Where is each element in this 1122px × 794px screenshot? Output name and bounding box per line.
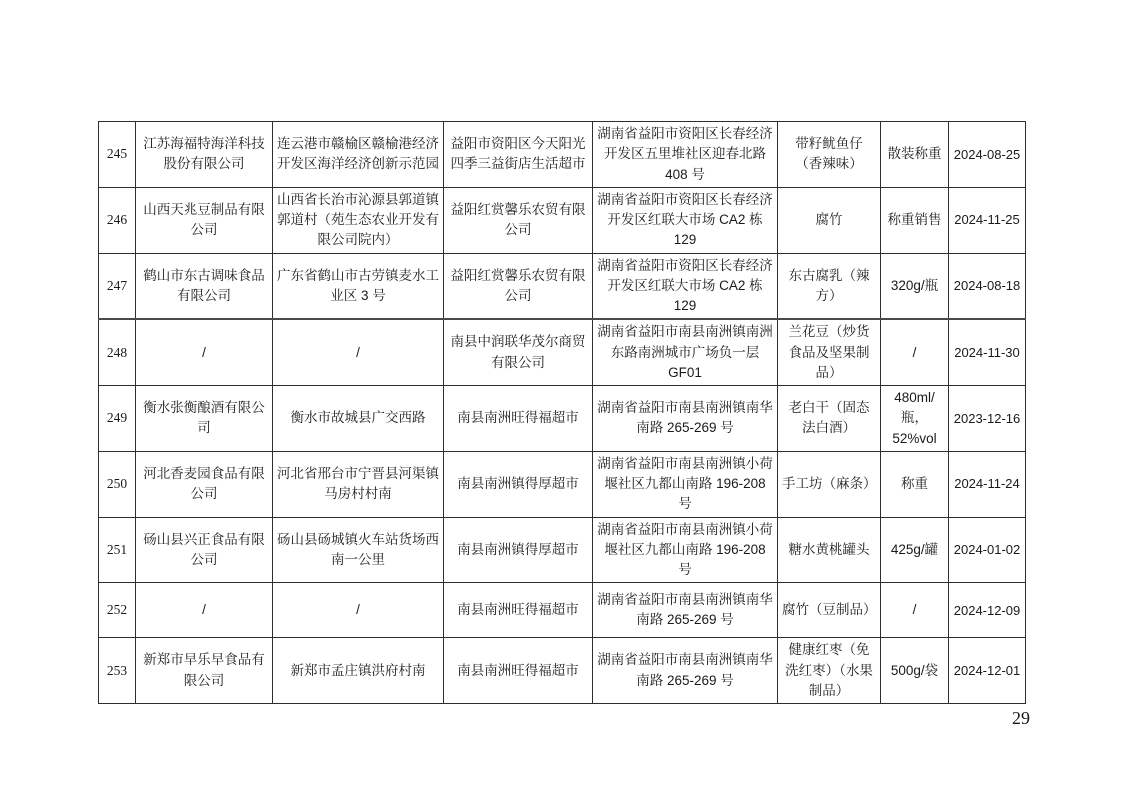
cell-producer-address: 新郑市孟庄镇洪府村南	[273, 638, 444, 704]
cell-sequence-number: 247	[99, 253, 136, 319]
cell-producer-name: 新郑市早乐早食品有限公司	[136, 638, 273, 704]
cell-specification: /	[881, 583, 949, 638]
cell-sequence-number: 250	[99, 451, 136, 517]
cell-seller-name: 南县南洲旺得福超市	[444, 583, 593, 638]
table-row	[99, 319, 1026, 385]
cell-seller-address: 湖南省益阳市南县南洲镇小荷堰社区九都山南路 196-208 号	[593, 451, 778, 517]
cell-product-name: 糖水黄桃罐头	[778, 517, 881, 583]
cell-sequence-number: 248	[99, 319, 136, 385]
cell-seller-address: 湖南省益阳市南县南洲镇南华南路 265-269 号	[593, 638, 778, 704]
cell-producer-name: 江苏海福特海洋科技股份有限公司	[136, 122, 273, 188]
cell-production-date: 2024-08-25	[949, 122, 1026, 188]
cell-production-date: 2024-01-02	[949, 517, 1026, 583]
cell-producer-name: /	[136, 319, 273, 385]
cell-producer-name: 鹤山市东古调味食品有限公司	[136, 253, 273, 319]
table-row	[99, 517, 1026, 583]
cell-seller-address: 湖南省益阳市南县南洲镇小荷堰社区九都山南路 196-208 号	[593, 517, 778, 583]
table-row	[99, 638, 1026, 704]
sampling-table	[98, 121, 1026, 704]
cell-product-name: 腐竹	[778, 187, 881, 253]
cell-product-name: 健康红枣（免洗红枣）（水果制品）	[778, 638, 881, 704]
cell-production-date: 2024-12-09	[949, 583, 1026, 638]
cell-producer-address: 连云港市赣榆区赣榆港经济开发区海洋经济创新示范园	[273, 122, 444, 188]
cell-sequence-number: 251	[99, 517, 136, 583]
cell-seller-address: 湖南省益阳市南县南洲镇南华南路 265-269 号	[593, 583, 778, 638]
cell-seller-name: 益阳市资阳区今天阳光四季三益街店生活超市	[444, 122, 593, 188]
cell-producer-name: 山西天兆豆制品有限公司	[136, 187, 273, 253]
cell-product-name: 老白干（固态法白酒）	[778, 386, 881, 452]
cell-seller-address: 湖南省益阳市南县南洲镇南洲东路南洲城市广场负一层 GF01	[593, 319, 778, 385]
cell-production-date: 2024-08-18	[949, 253, 1026, 319]
cell-producer-name: 衡水张衡酿酒有限公司	[136, 386, 273, 452]
cell-specification: 425g/罐	[881, 517, 949, 583]
cell-sequence-number: 249	[99, 386, 136, 452]
cell-seller-address: 湖南省益阳市资阳区长春经济开发区五里堆社区迎春北路 408 号	[593, 122, 778, 188]
cell-producer-address: 砀山县砀城镇火车站货场西南一公里	[273, 517, 444, 583]
table-row	[99, 122, 1026, 188]
cell-producer-name: 河北香麦园食品有限公司	[136, 451, 273, 517]
cell-specification: 称重销售	[881, 187, 949, 253]
cell-producer-name: 砀山县兴正食品有限公司	[136, 517, 273, 583]
cell-production-date: 2024-11-24	[949, 451, 1026, 517]
cell-producer-address: 山西省长治市沁源县郭道镇郭道村（苑生态农业开发有限公司院内）	[273, 187, 444, 253]
cell-specification: 320g/瓶	[881, 253, 949, 319]
cell-sequence-number: 246	[99, 187, 136, 253]
cell-specification: /	[881, 319, 949, 385]
cell-product-name: 东古腐乳（辣方）	[778, 253, 881, 319]
cell-production-date: 2024-11-30	[949, 319, 1026, 385]
cell-specification: 480ml/瓶，52%vol	[881, 386, 949, 452]
cell-seller-name: 南县中润联华茂尔商贸有限公司	[444, 319, 593, 385]
table-row	[99, 386, 1026, 452]
table-body	[99, 122, 1026, 704]
cell-production-date: 2024-12-01	[949, 638, 1026, 704]
cell-seller-name: 南县南洲旺得福超市	[444, 638, 593, 704]
cell-seller-address: 湖南省益阳市南县南洲镇南华南路 265-269 号	[593, 386, 778, 452]
cell-producer-name: /	[136, 583, 273, 638]
cell-producer-address: 河北省邢台市宁晋县河渠镇马房村村南	[273, 451, 444, 517]
table-row	[99, 583, 1026, 638]
cell-production-date: 2023-12-16	[949, 386, 1026, 452]
cell-seller-address: 湖南省益阳市资阳区长春经济开发区红联大市场 CA2 栋 129	[593, 253, 778, 319]
cell-producer-address: 衡水市故城县广交西路	[273, 386, 444, 452]
cell-product-name: 兰花豆（炒货食品及坚果制品）	[778, 319, 881, 385]
cell-sequence-number: 252	[99, 583, 136, 638]
cell-specification: 散装称重	[881, 122, 949, 188]
cell-seller-name: 南县南洲旺得福超市	[444, 386, 593, 452]
cell-product-name: 腐竹（豆制品）	[778, 583, 881, 638]
cell-seller-name: 益阳红赏馨乐农贸有限公司	[444, 253, 593, 319]
cell-product-name: 带籽鱿鱼仔（香辣味）	[778, 122, 881, 188]
cell-product-name: 手工坊（麻条）	[778, 451, 881, 517]
cell-sequence-number: 245	[99, 122, 136, 188]
cell-producer-address: /	[273, 583, 444, 638]
cell-seller-name: 南县南洲镇得厚超市	[444, 517, 593, 583]
cell-seller-name: 益阳红赏馨乐农贸有限公司	[444, 187, 593, 253]
cell-producer-address: 广东省鹤山市古劳镇麦水工业区 3 号	[273, 253, 444, 319]
table-row	[99, 187, 1026, 253]
cell-production-date: 2024-11-25	[949, 187, 1026, 253]
cell-seller-address: 湖南省益阳市资阳区长春经济开发区红联大市场 CA2 栋 129	[593, 187, 778, 253]
page-number: 29	[1012, 708, 1030, 728]
cell-specification: 500g/袋	[881, 638, 949, 704]
cell-specification: 称重	[881, 451, 949, 517]
cell-producer-address: /	[273, 319, 444, 385]
cell-sequence-number: 253	[99, 638, 136, 704]
cell-seller-name: 南县南洲镇得厚超市	[444, 451, 593, 517]
table-row	[99, 451, 1026, 517]
table-row	[99, 253, 1026, 319]
